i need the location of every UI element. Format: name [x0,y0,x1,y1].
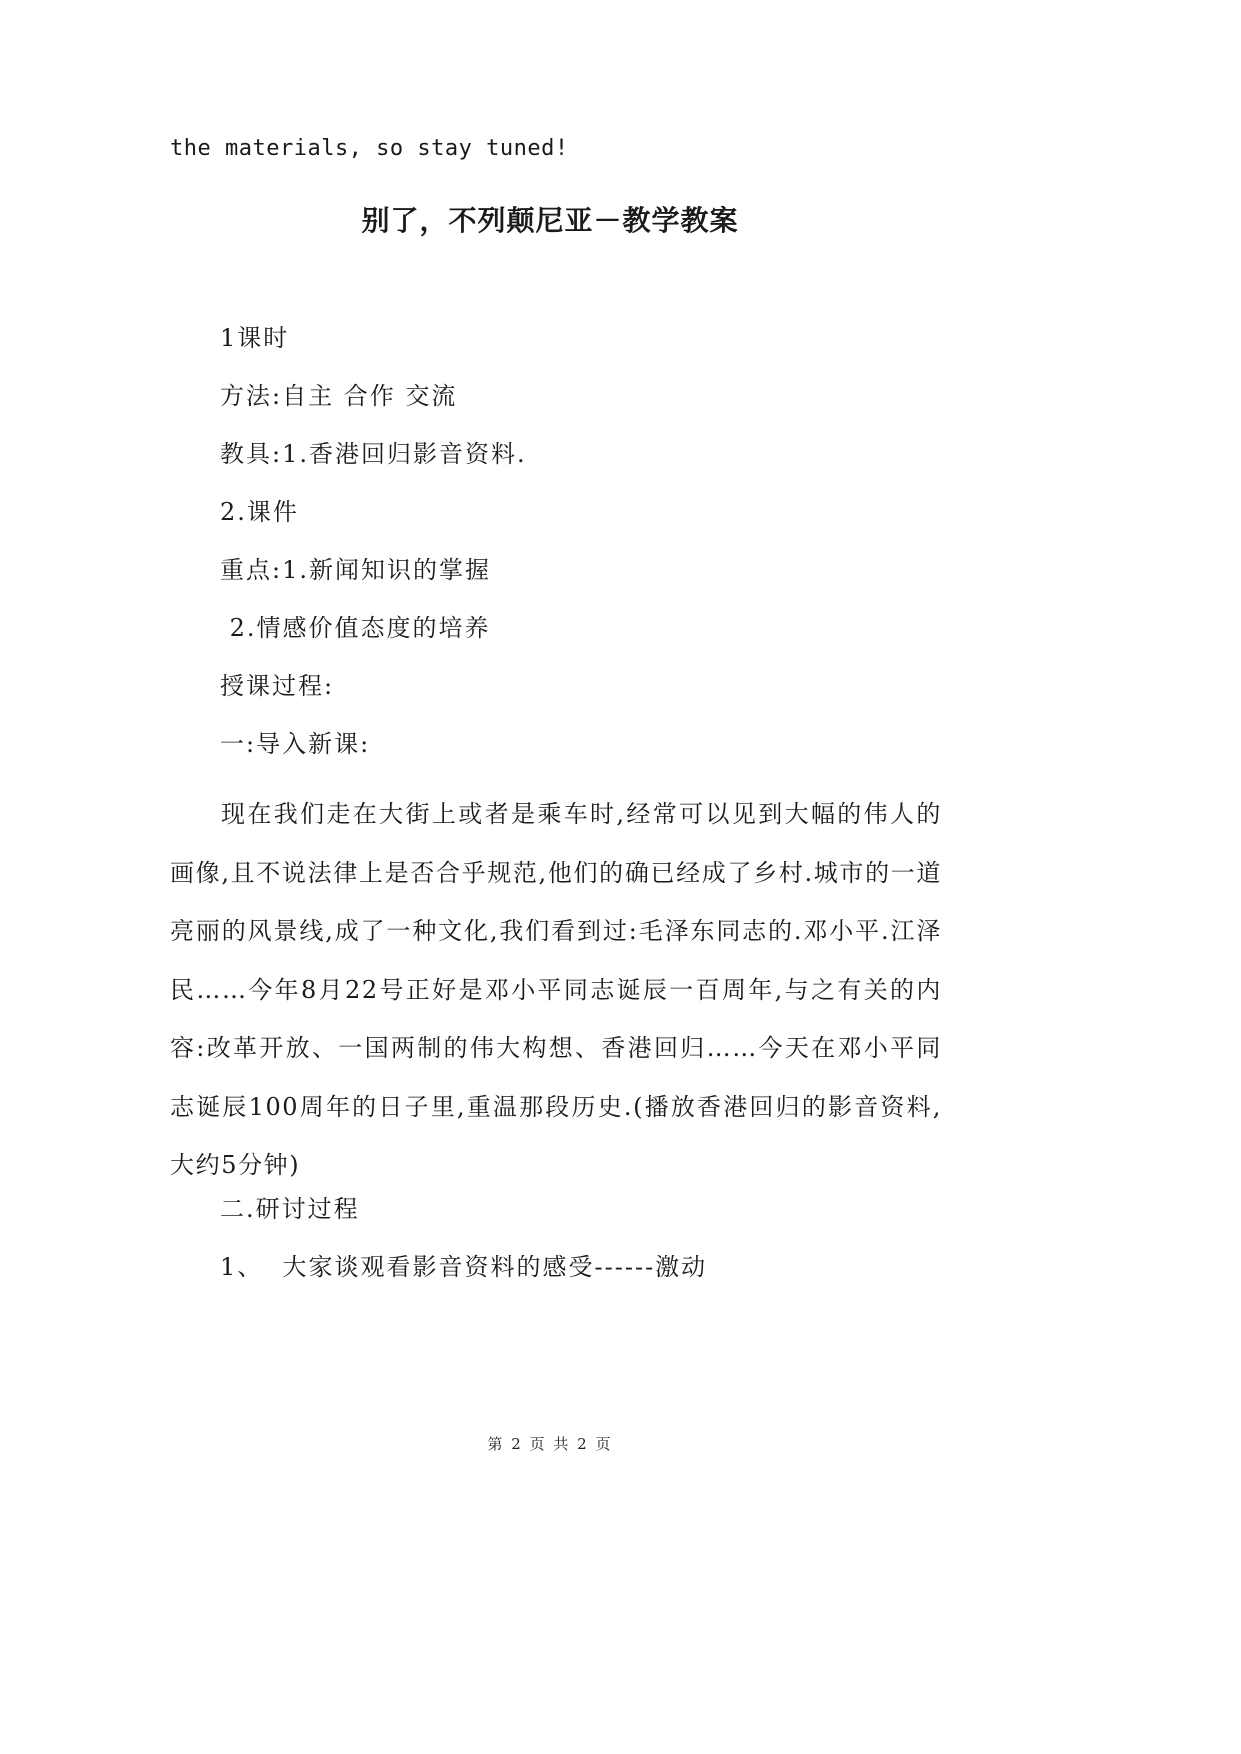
class-hours-line: 1课时 [220,324,290,352]
teaching-aids-line: 教具:1.香港回归影音资料. [220,440,527,468]
teaching-process-heading: 授课过程: [220,672,335,700]
section-2-heading: 二.研讨过程 [220,1195,360,1223]
teaching-aids-line-2: 2.课件 [220,498,299,526]
page-footer: 第 2 页 共 2 页 [487,1435,613,1453]
section-2-item-1: 1、 大家谈观看影音资料的感受------激动 [220,1253,708,1281]
key-points-line-2: 2.情感价值态度的培养 [220,614,491,642]
document-title: 别了，不列颠尼亚－教学教案 [361,204,739,237]
carryover-text: the materials, so stay tuned! [170,136,569,161]
key-points-line: 重点:1.新闻知识的掌握 [220,556,491,584]
section-1-heading: 一:导入新课: [220,730,371,758]
intro-paragraph: 现在我们走在大街上或者是乘车时,经常可以见到大幅的伟人的画像,且不说法律上是否合乎规范,他们的确已经成了乡村.城市的一道亮丽的风景线,成了一种文化,我们看到过:毛泽东同志的.邓小平.江泽民……今年8月22号正好是邓小平同志诞辰一百周年,与之有关的内容:改革开放、一国两制的伟大构想、香港回归……今天在邓小平同志诞辰100周年的日子里,重温那段历史.(播放香港回归的影音资料,大约5分钟) [170,800,942,1179]
method-line: 方法:自主 合作 交流 [220,382,458,410]
